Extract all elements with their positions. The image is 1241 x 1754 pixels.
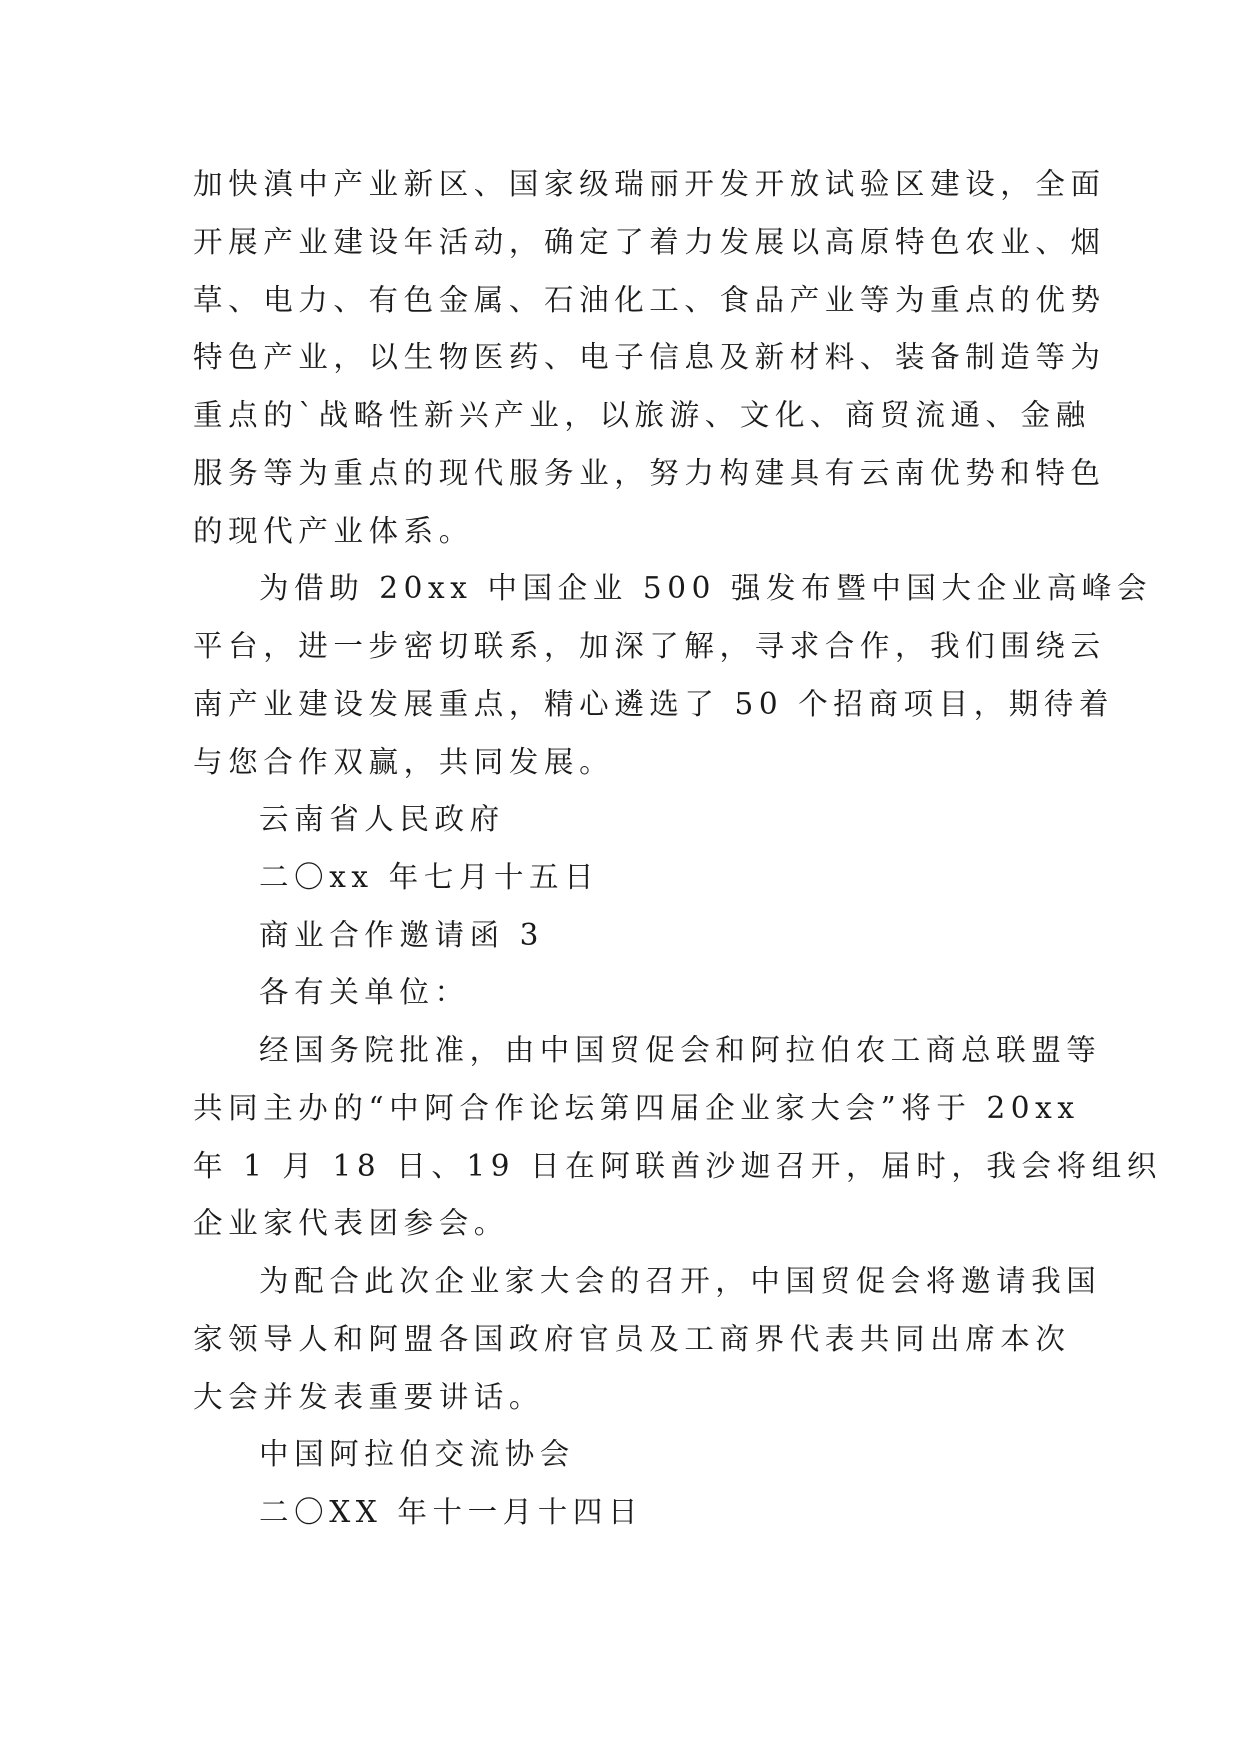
paragraph-line: 加快滇中产业新区、国家级瑞丽开发开放试验区建设，全面 xyxy=(193,167,1106,201)
paragraph-line: 特色产业，以生物医药、电子信息及新材料、装备制造等为 xyxy=(193,340,1106,374)
paragraph-line: 家领导人和阿盟各国政府官员及工商界代表共同出席本次 xyxy=(193,1322,1071,1356)
paragraph-line: 共同主办的“中阿合作论坛第四届企业家大会”将于 20xx xyxy=(193,1091,1080,1125)
salutation: 各有关单位： xyxy=(259,975,470,1009)
paragraph-line: 与您合作双赢，共同发展。 xyxy=(193,745,615,779)
paragraph-line: 为配合此次企业家大会的召开，中国贸促会将邀请我国 xyxy=(259,1264,1102,1298)
paragraph-line: 平台，进一步密切联系，加深了解，寻求合作，我们围绕云 xyxy=(193,629,1106,663)
paragraph-line: 重点的`战略性新兴产业，以旅游、文化、商贸流通、金融 xyxy=(193,398,1091,432)
signature-organization: 中国阿拉伯交流协会 xyxy=(259,1437,575,1471)
paragraph-line: 企业家代表团参会。 xyxy=(193,1206,509,1240)
paragraph-line: 的现代产业体系。 xyxy=(193,514,474,548)
letter-title: 商业合作邀请函 3 xyxy=(259,918,545,952)
signature-organization: 云南省人民政府 xyxy=(259,802,505,836)
signature-date: 二〇xx 年七月十五日 xyxy=(259,860,600,894)
paragraph-line: 草、电力、有色金属、石油化工、食品产业等为重点的优势 xyxy=(193,283,1106,317)
paragraph-line: 服务等为重点的现代服务业，努力构建具有云南优势和特色 xyxy=(193,456,1106,490)
paragraph-line: 年 1 月 18 日、19 日在阿联酋沙迦召开，届时，我会将组织 xyxy=(193,1149,1162,1183)
paragraph-line: 经国务院批准，由中国贸促会和阿拉伯农工商总联盟等 xyxy=(259,1033,1102,1067)
paragraph-line: 南产业建设发展重点，精心遴选了 50 个招商项目，期待着 xyxy=(193,687,1115,721)
signature-date: 二〇XX 年十一月十四日 xyxy=(259,1495,644,1529)
paragraph-line: 大会并发表重要讲话。 xyxy=(193,1380,545,1414)
paragraph-line: 为借助 20xx 中国企业 500 强发布暨中国大企业高峰会 xyxy=(259,571,1153,605)
paragraph-line: 开展产业建设年活动，确定了着力发展以高原特色农业、烟 xyxy=(193,225,1106,259)
